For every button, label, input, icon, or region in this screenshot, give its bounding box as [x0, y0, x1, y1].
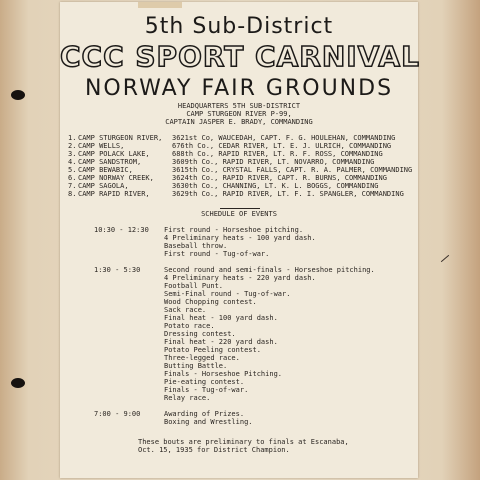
event-item: Sack race. [164, 306, 207, 314]
camp-detail: 3629th Co., RAPID RIVER, LT. F. I. SPANGLER, COMMANDING [172, 190, 404, 198]
camp-number: 4. [68, 158, 77, 166]
event-item: Awarding of Prizes. [164, 410, 245, 418]
sub-district-heading: 5th Sub-District [144, 14, 334, 39]
footer-note: These bouts are preliminary to finals at Escanaba, [138, 438, 349, 446]
camp-number: 6. [68, 174, 77, 182]
binder-hole [11, 90, 25, 100]
camp-detail: 676th Co., CEDAR RIVER, LT. E. J. ULRICH, COMMANDING [172, 142, 392, 150]
camp-name: CAMP WELLS, [78, 142, 125, 150]
event-item: Pie-eating contest. [164, 378, 245, 386]
event-item: Potato race. [164, 322, 215, 330]
event-item: Relay race. [164, 394, 211, 402]
event-item: Football Punt. [164, 282, 224, 290]
camp-detail: 3624th Co., RAPID RIVER, CAPT. R. BURNS, COMMANDING [172, 174, 387, 182]
camp-detail: 3615th Co., CRYSTAL FALLS, CAPT. R. A. PALMER, COMMANDING [172, 166, 413, 174]
event-item: Finals - Horseshoe Pitching. [164, 370, 283, 378]
event-item: Final heat - 220 yard dash. [164, 338, 278, 346]
event-item: Baseball throw. [164, 242, 228, 250]
tape-strip [138, 2, 182, 8]
schedule-title: SCHEDULE OF EVENTS [201, 210, 277, 218]
hq-line: CAPTAIN JASPER E. BRADY, COMMANDING [165, 118, 313, 126]
event-item: Boxing and Wrestling. [164, 418, 253, 426]
event-item: Finals - Tug-of-war. [164, 386, 249, 394]
hq-line: HEADQUARTERS 5TH SUB-DISTRICT [177, 102, 301, 110]
camp-detail: 3630th Co., CHANNING, LT. K. L. BOGGS, COMMANDING [172, 182, 379, 190]
camp-number: 3. [68, 150, 77, 158]
time-slot: 7:00 - 9:00 [94, 410, 141, 418]
event-item: 4 Preliminary heats - 100 yard dash. [164, 234, 316, 242]
event-item: Butting Battle. [164, 362, 228, 370]
camp-name: CAMP SAGOLA, [78, 182, 129, 190]
event-item: Semi-Final round - Tug-of-war. [164, 290, 291, 298]
camp-name: CAMP SANDSTROM, [78, 158, 142, 166]
camp-name: CAMP POLACK LAKE, [78, 150, 150, 158]
carnival-flyer [60, 2, 418, 478]
binder-hole [11, 378, 25, 388]
camp-name: CAMP STURGEON RIVER, [78, 134, 163, 142]
event-item: Second round and semi-finals - Horseshoe pitching. [164, 266, 375, 274]
hq-line: CAMP STURGEON RIVER P-99, [186, 110, 292, 118]
event-item: 4 Preliminary heats - 220 yard dash. [164, 274, 316, 282]
event-item: Final heat - 100 yard dash. [164, 314, 278, 322]
camp-number: 7. [68, 182, 77, 190]
camp-name: CAMP NORWAY CREEK, [78, 174, 154, 182]
camp-number: 1. [68, 134, 77, 142]
camp-name: CAMP RAPID RIVER, [78, 190, 150, 198]
event-item: Dressing contest. [164, 330, 236, 338]
event-item: First round - Horseshoe pitching. [164, 226, 304, 234]
time-slot: 10:30 - 12:30 [94, 226, 149, 234]
camp-detail: 3621st Co, WAUCEDAH, CAPT. F. G. HOULEHAN, COMMANDING [172, 134, 396, 142]
camp-detail: 3609th Co., RAPID RIVER, LT. NOVARRO, COMMANDING [172, 158, 375, 166]
footer-note: Oct. 15, 1935 for District Champion. [138, 446, 290, 454]
venue-heading: NORWAY FAIR GROUNDS [84, 76, 394, 101]
camp-detail: 688th Co., RAPID RIVER, LT. R. F. ROSS, COMMANDING [172, 150, 383, 158]
event-item: Wood Chopping contest. [164, 298, 257, 306]
camp-number: 2. [68, 142, 77, 150]
event-item: Three-legged race. [164, 354, 240, 362]
event-item: First round - Tug-of-war. [164, 250, 270, 258]
event-item: Potato Peeling contest. [164, 346, 261, 354]
camp-number: 5. [68, 166, 77, 174]
time-slot: 1:30 - 5:30 [94, 266, 141, 274]
camp-name: CAMP BEWABIC, [78, 166, 133, 174]
camp-number: 8. [68, 190, 77, 198]
carnival-title: CCC SPORT CARNIVAL [60, 40, 420, 73]
divider [220, 208, 260, 209]
